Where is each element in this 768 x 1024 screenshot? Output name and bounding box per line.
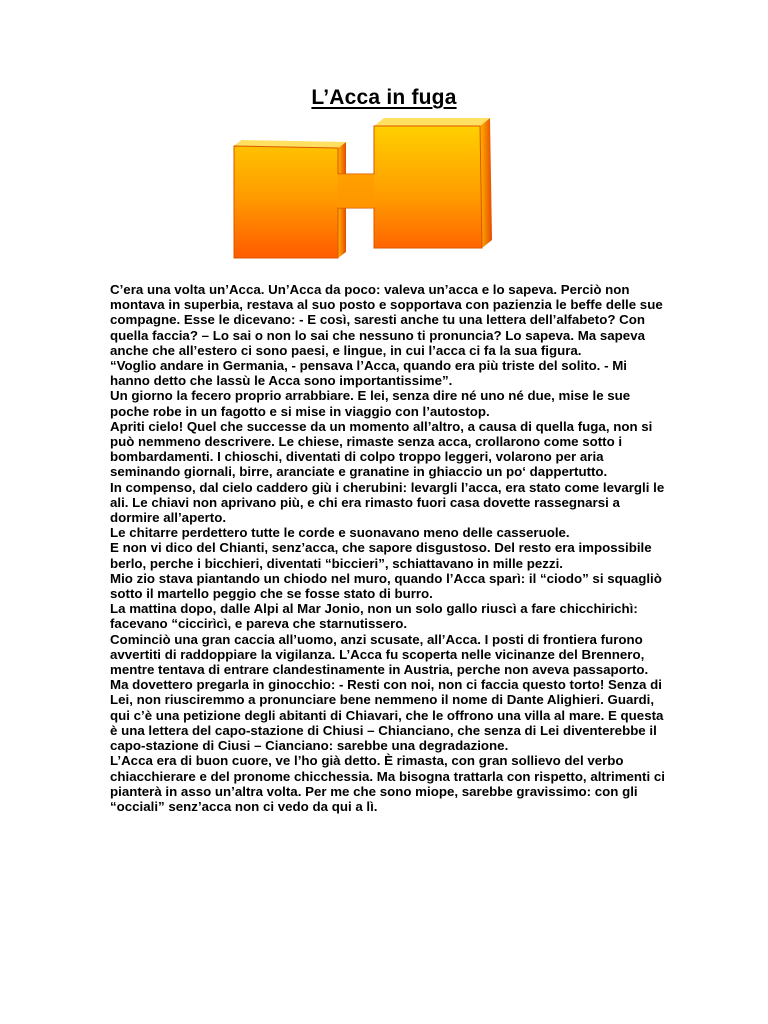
story-paragraph: Cominciò una gran caccia all’uomo, anzi scusate, all’Acca. I posti di frontiera furono avvertiti di raddoppiare la vigilanza. L’Acca fu scoperta nelle vicinanze del Brennero, mentre tentava di entrare clandestinamente in Austria, perche non aveva passaporto. Ma dovettero pregarla in ginocchio: - Resti con noi, non ci faccia questo torto! Senza di Lei, non riusciremmo a pronunciare bene nemmeno il nome di Dante Alighieri. Guardi, qui c’è una petizione degli abitanti di Chiavari, che le offrono una villa al mare. E questa è una lettera del capo-stazione di Chiusi – Chianciano, che senza di Lei diventerebbe il capo-stazione di Ciusi – Cianciano: sarebbe una degradazione. [110, 631, 664, 754]
story-paragraph: In compenso, dal cielo caddero giù i cherubini: levargli l’acca, era stato come levargli le ali. Le chiavi non aprivano più, e chi era rimasto fuori casa dovette rassegnarsi a dormire all’aperto. [110, 479, 665, 526]
story-paragraph: La mattina dopo, dalle Alpi al Mar Jonio, non un solo gallo riuscì a fare chicchirichì: facevano “ciccirìcì, e pareva che starnutissero. [110, 601, 638, 632]
story-paragraph: Apriti cielo! Quel che successe da un momento all’altro, a causa di quella fuga, non si può nemmeno descrivere. Le chiese, rimaste senza acca, crollarono come sotto i bombardamenti. I chioschi, diventati di colpo troppo leggeri, volarono per aria seminando giornali, birre, aranciate e granatine in ghiaccio un po‘ dappertutto. [110, 418, 653, 480]
story-paragraph: Un giorno la fecero proprio arrabbiare. E lei, senza dire né uno né due, mise le sue poche robe in un fagotto e si mise in viaggio con l’autostop. [110, 388, 631, 419]
document-title: L’Acca in fuga [311, 86, 457, 109]
story-paragraph: L’Acca era di buon cuore, ve l’ho già detto. È rimasta, con gran sollievo del verbo chiacchierare e del pronome chicchessia. Ma bisogna trattarla con rispetto, altrimenti ci pianterà in asso un’altra volta. Per me che sono miope, sarebbe gravissimo: con gli “occiali” senz’acca non ci vedo da qui a lì. [110, 753, 665, 814]
story-text [110, 282, 670, 814]
story-paragraph: “Voglio andare in Germania, - pensava l’Acca, quando era più triste del solito. - Mi hanno detto che lassù le Acca sono importantissime”. [110, 358, 627, 389]
3d-orange-letter-h-icon [228, 112, 500, 262]
story-paragraph: Mio zio stava piantando un chiodo nel muro, quando l’Acca sparì: il “ciodo” si squagliò sotto il martello peggio che se fosse stato di burro. [110, 570, 662, 602]
story-paragraph: C’era una volta un’Acca. Un’Acca da poco: valeva un’acca e lo sapeva. Perciò non montava in superbia, restava al suo posto e sopportava con pazienzia le beffe delle sue compagne. Esse le dicevano: - E così, saresti anche tu una lettera dell’alfabeto? Con quella faccia? – Lo sai o non lo sai che nessuno ti pronuncia? Lo sapeva. Ma sapeva anche che all’estero ci sono paesi, e lingue, in cui l’acca ci fa la sua figura. [110, 282, 663, 358]
story-paragraph: Le chitarre perdettero tutte le corde e suonavano meno delle casseruole. [110, 525, 570, 541]
story-paragraph: E non vi dico del Chianti, senz’acca, che sapore disgustoso. Del resto era impossibile berlo, perche i bicchieri, diventati “biccieri”, schiattavano in mille pezzi. [110, 540, 652, 571]
